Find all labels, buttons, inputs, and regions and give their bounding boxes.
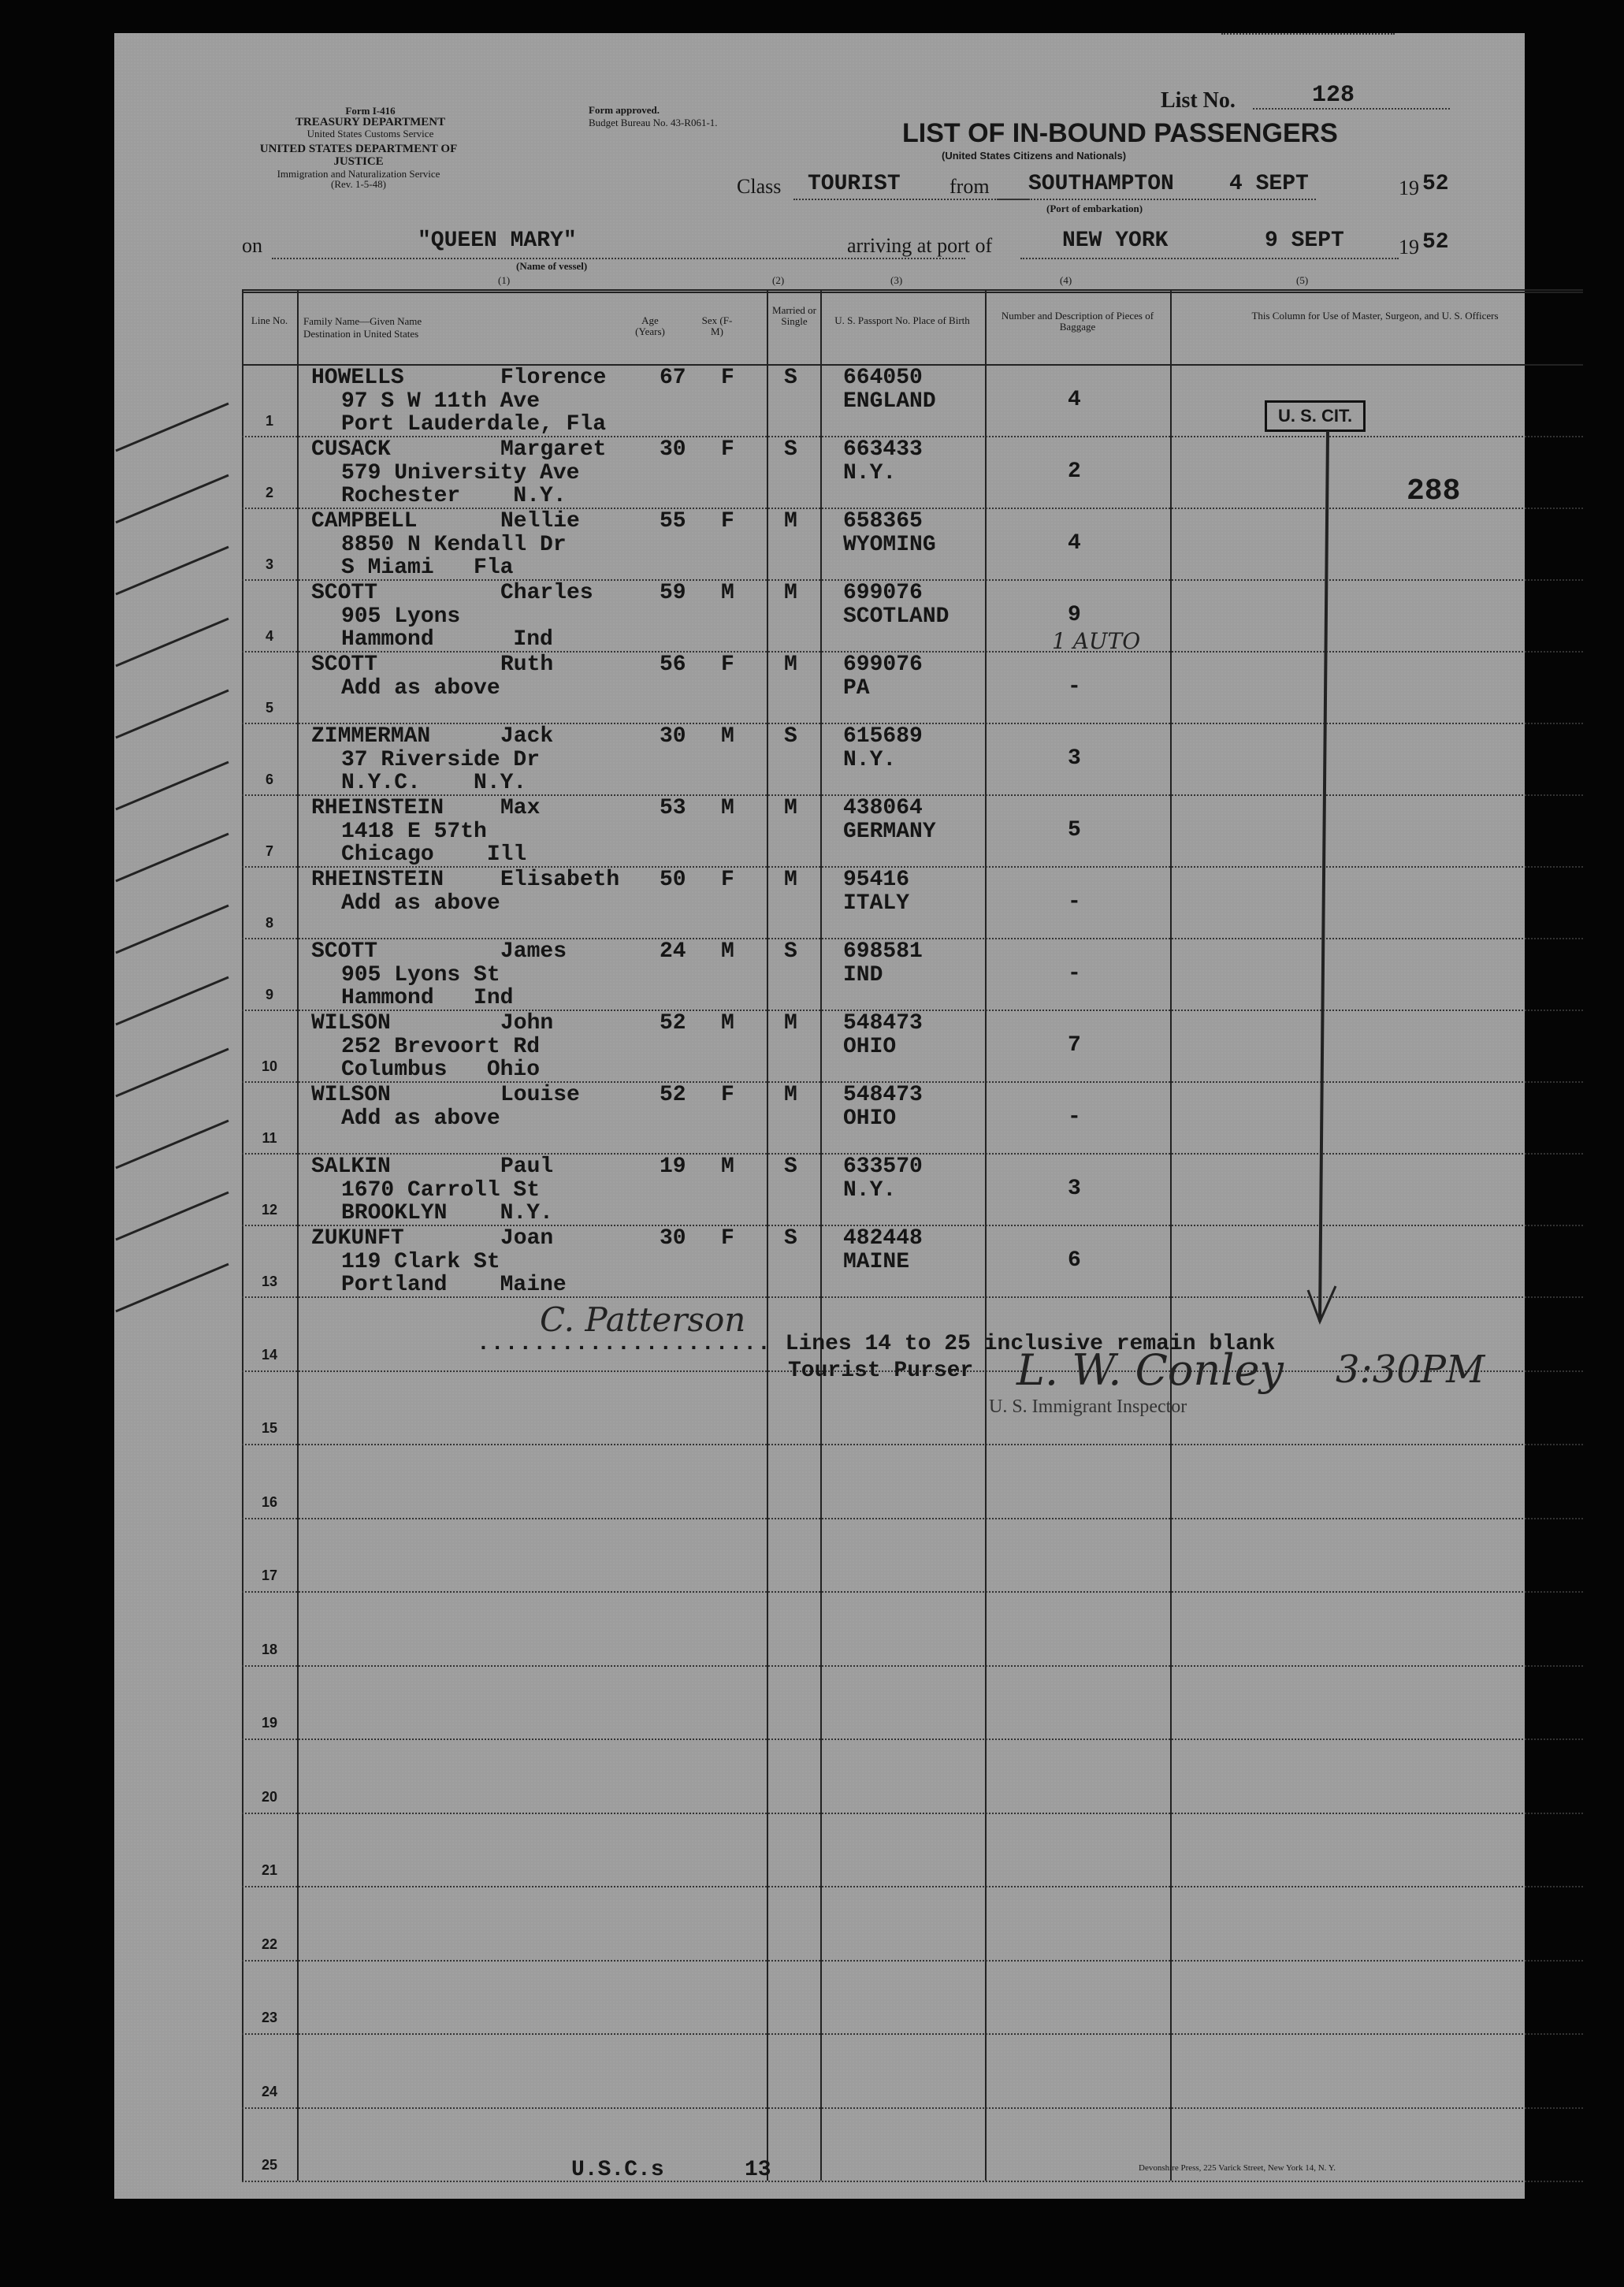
given-name: Ruth	[500, 653, 554, 677]
baggage-count: 4	[1068, 388, 1081, 412]
age: 59	[660, 581, 686, 605]
arrival-year: 52	[1422, 230, 1449, 255]
empty-line-number: 22	[261, 1936, 278, 1952]
line-number: 7	[265, 843, 273, 859]
inspector-signature: L. W. Conley	[1016, 1345, 1284, 1395]
sex: M	[721, 939, 734, 964]
footer-code: U.S.C.s	[571, 2158, 664, 2182]
row-rule	[242, 1444, 1583, 1445]
table-top-rule	[242, 289, 1583, 293]
family-name: CUSACK	[311, 437, 391, 462]
col-num-2: (2)	[772, 274, 785, 286]
header-sex: Sex (F-M)	[701, 314, 733, 337]
empty-line-number: 25	[261, 2157, 278, 2173]
line-number: 13	[261, 1274, 278, 1289]
tally-mark	[116, 977, 229, 1025]
place-of-birth: ITALY	[843, 891, 910, 916]
row-rule	[242, 2107, 1583, 2109]
address-line-1: Add as above	[341, 676, 500, 701]
sex: M	[721, 1011, 734, 1036]
place-of-birth: OHIO	[843, 1035, 897, 1059]
document-subtitle: (United States Citizens and Nationals)	[942, 150, 1127, 162]
header-married: Married or Single	[772, 304, 816, 327]
place-of-birth: GERMANY	[843, 820, 936, 844]
line-number: 12	[261, 1202, 278, 1218]
baggage-count: -	[1068, 1105, 1081, 1129]
empty-line-number: 20	[261, 1788, 278, 1805]
row-rule	[242, 1296, 1583, 1298]
line-number: 3	[265, 556, 273, 572]
row-rule	[242, 1665, 1583, 1667]
empty-line-number: 19	[261, 1715, 278, 1731]
address-line-1: 579 University Ave	[341, 461, 580, 485]
address-line-2: N.Y.C. N.Y.	[341, 771, 527, 795]
tally-mark	[116, 834, 229, 881]
passport-no: 664050	[843, 366, 923, 390]
form-agency-block	[268, 106, 473, 139]
empty-line-number: 17	[261, 1567, 278, 1583]
sex: F	[721, 1226, 734, 1251]
arrival-port: NEW YORK	[1062, 229, 1169, 253]
header-family-name: Family Name—Given Name	[303, 315, 422, 327]
family-name: HOWELLS	[311, 366, 404, 390]
header-destination: Destination in United States	[303, 328, 419, 340]
given-name: Jack	[500, 724, 554, 749]
passport-no: 633570	[843, 1155, 923, 1179]
place-of-birth: OHIO	[843, 1106, 897, 1131]
marital-status: S	[784, 1226, 797, 1251]
footer-printer: Devonshire Press, 225 Varick Street, New York 14, N. Y.	[1139, 2163, 1336, 2173]
address-line-2: Chicago Ill	[341, 842, 527, 867]
empty-line-number: 14	[261, 1346, 278, 1363]
marital-status: M	[784, 796, 797, 820]
us-cit-stamp: U. S. CIT.	[1265, 400, 1366, 432]
row-rule	[242, 1960, 1583, 1962]
passport-no: 95416	[843, 868, 910, 892]
tally-check-marks	[114, 364, 240, 1389]
address-line-2: Portland Maine	[341, 1273, 567, 1297]
line-number: 4	[265, 628, 273, 644]
tally-mark	[116, 619, 229, 666]
place-of-birth: WYOMING	[843, 533, 936, 557]
tally-mark	[116, 690, 229, 738]
given-name: Elisabeth	[500, 868, 620, 892]
baggage-count: 6	[1068, 1248, 1081, 1273]
given-name: Nellie	[500, 509, 580, 534]
line-number: 6	[265, 772, 273, 787]
place-of-birth: MAINE	[843, 1250, 910, 1274]
vessel-name: "QUEEN MARY"	[418, 229, 577, 253]
given-name: Paul	[500, 1155, 554, 1179]
customs-label: United States Customs Service	[307, 128, 434, 140]
header-officers: This Column for Use of Master, Surgeon, and U. S. Officers	[1251, 310, 1499, 322]
baggage-count: 3	[1068, 746, 1081, 771]
family-name: SCOTT	[311, 653, 378, 677]
address-line-2: Hammond Ind	[341, 986, 514, 1010]
on-label: on	[242, 234, 262, 257]
purser-signature: C. Patterson	[540, 1300, 746, 1339]
line-number: 5	[265, 700, 273, 716]
passport-no: 658365	[843, 509, 923, 534]
sex: F	[721, 366, 734, 390]
marital-status: S	[784, 437, 797, 462]
header-line-no: Line No.	[251, 314, 288, 326]
tally-mark	[116, 547, 229, 594]
address-line-2: Columbus Ohio	[341, 1058, 541, 1082]
age: 52	[660, 1011, 686, 1036]
address-line-2: Hammond Ind	[341, 627, 553, 652]
ins-label: Immigration and Naturalization Service	[277, 167, 440, 180]
address-line-1: 905 Lyons St	[341, 963, 500, 987]
marital-status: S	[784, 724, 797, 749]
port-embark-caption: (Port of embarkation)	[1046, 203, 1143, 214]
list-no-value: 128	[1312, 82, 1355, 109]
address-line-2: S Miami Fla	[341, 556, 514, 580]
list-no-label: List No.	[1161, 88, 1236, 113]
blank-lines-note: ..................... Lines 14 to 25 inclusive remain blank	[477, 1332, 1276, 1356]
passport-no: 663433	[843, 437, 923, 462]
address-line-2: Port Lauderdale, Fla	[341, 412, 607, 437]
passport-no: 548473	[843, 1083, 923, 1107]
baggage-count: 3	[1068, 1177, 1081, 1201]
address-line-1: Add as above	[341, 1106, 500, 1131]
blank-lines-text: Lines 14 to 25 inclusive remain blank	[785, 1332, 1276, 1356]
baggage-count: 5	[1068, 818, 1081, 842]
handwritten-288: 288	[1407, 474, 1461, 508]
place-of-birth: SCOTLAND	[843, 604, 950, 629]
age: 52	[660, 1083, 686, 1107]
address-line-1: 1670 Carroll St	[341, 1178, 541, 1203]
embark-year: 52	[1422, 172, 1449, 196]
age: 30	[660, 1226, 686, 1251]
family-name: ZUKUNFT	[311, 1226, 404, 1251]
sex: F	[721, 653, 734, 677]
row-rule	[242, 1591, 1583, 1593]
embark-year-prefix: 19	[1399, 177, 1419, 199]
passport-no: 548473	[843, 1011, 923, 1036]
marital-status: M	[784, 581, 797, 605]
from-label: from	[950, 175, 990, 198]
passport-no: 698581	[843, 939, 923, 964]
family-name: SCOTT	[311, 939, 378, 964]
family-name: SALKIN	[311, 1155, 391, 1179]
age: 67	[660, 366, 686, 390]
age: 55	[660, 509, 686, 534]
rev-label: (Rev. 1-5-48)	[331, 178, 386, 191]
row-rule	[242, 1518, 1583, 1519]
sex: M	[721, 581, 734, 605]
empty-line-number: 18	[261, 1641, 278, 1657]
col-num-1: (1)	[498, 274, 511, 286]
sex: F	[721, 509, 734, 534]
empty-line-number: 23	[261, 2010, 278, 2025]
line-number: 9	[265, 987, 273, 1002]
col-num-5: (5)	[1296, 274, 1309, 286]
auto-note: 1 AUTO	[1052, 628, 1141, 654]
purser-title: Tourist Purser	[788, 1359, 974, 1383]
marital-status: M	[784, 1011, 797, 1036]
line-number: 2	[265, 485, 273, 500]
place-of-birth: PA	[843, 676, 870, 701]
col-num-3: (3)	[890, 274, 903, 286]
family-name: RHEINSTEIN	[311, 796, 444, 820]
family-name: WILSON	[311, 1011, 391, 1036]
empty-line-number: 16	[261, 1493, 278, 1510]
place-of-birth: N.Y.	[843, 748, 897, 772]
empty-line-number: 21	[261, 1862, 278, 1878]
age: 50	[660, 868, 686, 892]
marital-status: M	[784, 1083, 797, 1107]
document-title: LIST OF IN-BOUND PASSENGERS	[902, 118, 1338, 148]
bracket-arrow	[1296, 431, 1343, 1329]
age: 56	[660, 653, 686, 677]
passport-no: 699076	[843, 653, 923, 677]
given-name: Charles	[500, 581, 593, 605]
baggage-count: 2	[1068, 459, 1081, 484]
address-line-1: 252 Brevoort Rd	[341, 1035, 541, 1059]
form-number: Form I-416	[345, 105, 396, 117]
baggage-count: 7	[1068, 1033, 1081, 1058]
treasury-label: TREASURY DEPARTMENT	[295, 115, 446, 128]
tally-mark	[116, 906, 229, 953]
age: 19	[660, 1155, 686, 1179]
place-of-birth: N.Y.	[843, 1178, 897, 1203]
row-rule	[242, 2033, 1583, 2035]
address-line-2: BROOKLYN N.Y.	[341, 1201, 553, 1225]
tally-mark	[116, 1264, 229, 1311]
given-name: Margaret	[500, 437, 607, 462]
header-baggage: Number and Description of Pieces of Baggage	[1001, 310, 1154, 333]
approval-block	[589, 104, 718, 129]
place-of-birth: IND	[843, 963, 883, 987]
line-number: 10	[261, 1058, 278, 1074]
family-name: WILSON	[311, 1083, 391, 1107]
marital-status: M	[784, 868, 797, 892]
sex: F	[721, 1083, 734, 1107]
empty-line-number: 15	[261, 1420, 278, 1436]
row-rule	[242, 1886, 1583, 1887]
sex: F	[721, 437, 734, 462]
passport-no: 699076	[843, 581, 923, 605]
approved-label: Form approved.	[589, 104, 660, 116]
age: 24	[660, 939, 686, 964]
tally-mark	[116, 1192, 229, 1240]
sex: M	[721, 1155, 734, 1179]
age: 30	[660, 437, 686, 462]
given-name: Max	[500, 796, 541, 820]
address-line-2: Rochester N.Y.	[341, 484, 567, 508]
arrival-date: 9 SEPT	[1265, 229, 1344, 253]
family-name: ZIMMERMAN	[311, 724, 431, 749]
footer-page: 13	[745, 2158, 771, 2182]
place-of-birth: N.Y.	[843, 461, 897, 485]
passport-no: 438064	[843, 796, 923, 820]
given-name: Joan	[500, 1226, 554, 1251]
marital-status: S	[784, 939, 797, 964]
given-name: James	[500, 939, 567, 964]
baggage-count: -	[1068, 961, 1081, 986]
budget-label: Budget Bureau No. 43-R061-1.	[589, 117, 718, 128]
row-rule	[242, 1738, 1583, 1740]
address-line-1: 37 Riverside Dr	[341, 748, 541, 772]
header-age: Age (Years)	[635, 314, 665, 337]
age: 30	[660, 724, 686, 749]
justice-label: UNITED STATES DEPARTMENT OF JUSTICE	[259, 143, 458, 168]
address-line-1: 1418 E 57th	[341, 820, 487, 844]
baggage-count: -	[1068, 675, 1081, 699]
family-name: SCOTT	[311, 581, 378, 605]
line-number: 11	[262, 1130, 277, 1146]
class-label: Class	[737, 175, 782, 198]
vessel-caption: (Name of vessel)	[516, 260, 588, 272]
address-line-1: 119 Clark St	[341, 1250, 500, 1274]
passport-no: 482448	[843, 1226, 923, 1251]
address-line-1: 8850 N Kendall Dr	[341, 533, 567, 557]
marital-status: M	[784, 509, 797, 534]
passport-no: 615689	[843, 724, 923, 749]
tally-mark	[116, 403, 229, 451]
sex: F	[721, 868, 734, 892]
given-name: John	[500, 1011, 554, 1036]
tally-mark	[116, 762, 229, 809]
place-of-birth: ENGLAND	[843, 389, 936, 414]
family-name: CAMPBELL	[311, 509, 418, 534]
baggage-count: 4	[1068, 531, 1081, 556]
age: 53	[660, 796, 686, 820]
address-line-1: 905 Lyons	[341, 604, 461, 629]
passenger-list-document	[114, 33, 1525, 2199]
line-number: 1	[265, 413, 273, 429]
marital-status: S	[784, 1155, 797, 1179]
header-name	[303, 315, 540, 341]
class-value: TOURIST	[808, 172, 901, 196]
address-line-1: 97 S W 11th Ave	[341, 389, 541, 414]
marital-status: S	[784, 366, 797, 390]
baggage-count: 9	[1068, 603, 1081, 627]
inspector-time: 3:30PM	[1336, 1348, 1485, 1392]
tally-mark	[116, 1049, 229, 1096]
given-name: Louise	[500, 1083, 580, 1107]
tally-mark	[116, 1121, 229, 1168]
row-rule	[242, 2181, 1583, 2182]
header-passport: U. S. Passport No. Place of Birth	[834, 314, 970, 326]
row-rule	[242, 1813, 1583, 1814]
sex: M	[721, 724, 734, 749]
address-line-1: Add as above	[341, 891, 500, 916]
given-name: Florence	[500, 366, 607, 390]
baggage-count: -	[1068, 890, 1081, 914]
empty-line-number: 24	[261, 2083, 278, 2099]
tally-mark	[116, 475, 229, 522]
sex: M	[721, 796, 734, 820]
justice-block	[240, 143, 477, 190]
line-number: 8	[265, 915, 273, 931]
col-num-4: (4)	[1060, 274, 1072, 286]
marital-status: M	[784, 653, 797, 677]
family-name: RHEINSTEIN	[311, 868, 444, 892]
from-value: SOUTHAMPTON	[1028, 172, 1174, 196]
embark-date: 4 SEPT	[1229, 172, 1309, 196]
arriving-label: arriving at port of	[847, 234, 993, 257]
inspector-title: U. S. Immigrant Inspector	[989, 1396, 1187, 1417]
arrival-year-prefix: 19	[1399, 236, 1419, 258]
